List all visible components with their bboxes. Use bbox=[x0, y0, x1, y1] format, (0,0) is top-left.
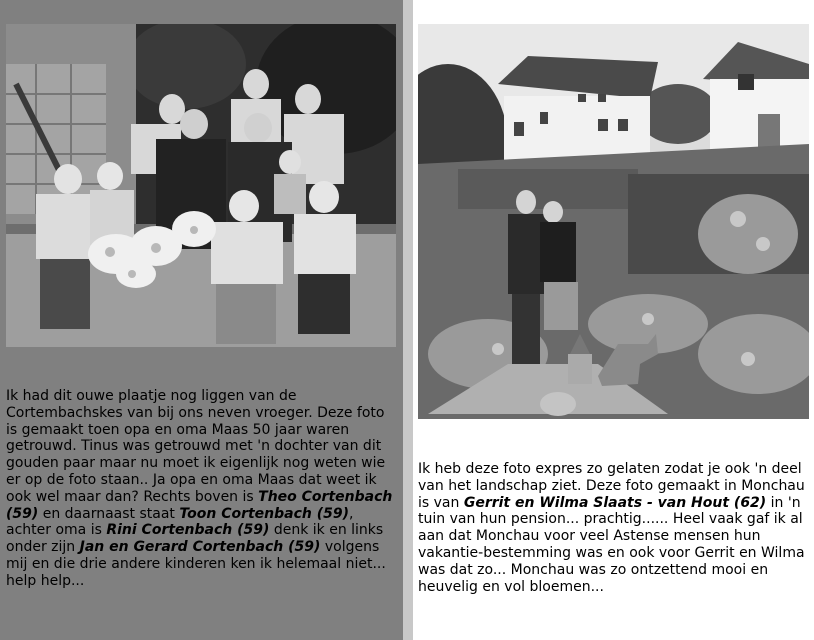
left-caption-name-1: Theo Cortenbach (59) bbox=[6, 488, 393, 522]
left-caption-text-4: denk ik en links onder zijn bbox=[6, 522, 384, 556]
left-caption-text-2: en daarnaast staat bbox=[38, 505, 180, 522]
left-caption-name-3: Rini Cortenbach (59) bbox=[106, 522, 270, 539]
right-caption-text-2: in 'n tuin van hun pension... prachtig...... Heel vaak gaf ik al aan dat Monchau voor veel Astense mensen hun vakantie-bestemming was en ook voor Gerrit en Wilma was dat zo... Monchau was zo ontzettend mooi en heuvelig en vol bloemen... bbox=[418, 494, 805, 595]
left-caption-name-2: Toon Cortenbach (59) bbox=[179, 505, 350, 522]
left-caption-text-5: volgens mij en die drie andere kinderen ken ik helemaal niet... help help... bbox=[6, 539, 386, 589]
left-caption bbox=[6, 388, 398, 590]
left-caption-text-3: , achter oma is bbox=[6, 505, 354, 539]
left-panel bbox=[0, 0, 403, 640]
right-caption-text-1: Ik heb deze foto expres zo gelaten zodat je ook 'n deel van het landschap ziet. Deze foto gemaakt in Monchau is van bbox=[418, 461, 805, 511]
left-caption-name-4: Jan en Gerard Cortenbach (59) bbox=[79, 539, 321, 556]
right-caption bbox=[418, 461, 810, 595]
panel-divider bbox=[403, 0, 413, 640]
family-group-photo bbox=[6, 24, 396, 347]
garden-couple-photo-drawing bbox=[418, 24, 809, 419]
family-group-photo-drawing bbox=[6, 24, 396, 347]
right-caption-name-1: Gerrit en Wilma Slaats - van Hout (62) bbox=[463, 494, 767, 511]
garden-couple-photo bbox=[418, 24, 809, 419]
left-caption-text-1: Ik had dit ouwe plaatje nog liggen van de Cortembachskes van bij ons neven vroeger. Deze foto is gemaakt toen opa en oma Maas 50 jaar waren getrouwd. Tinus was getrouwd met 'n dochter van dit gouden paar maar nu moet ik eigenlijk nog weten wie er op de foto staan.. Ja opa en oma Maas dat weet ik ook wel maar dan? Rechts boven is bbox=[6, 388, 386, 505]
right-panel bbox=[413, 0, 814, 640]
